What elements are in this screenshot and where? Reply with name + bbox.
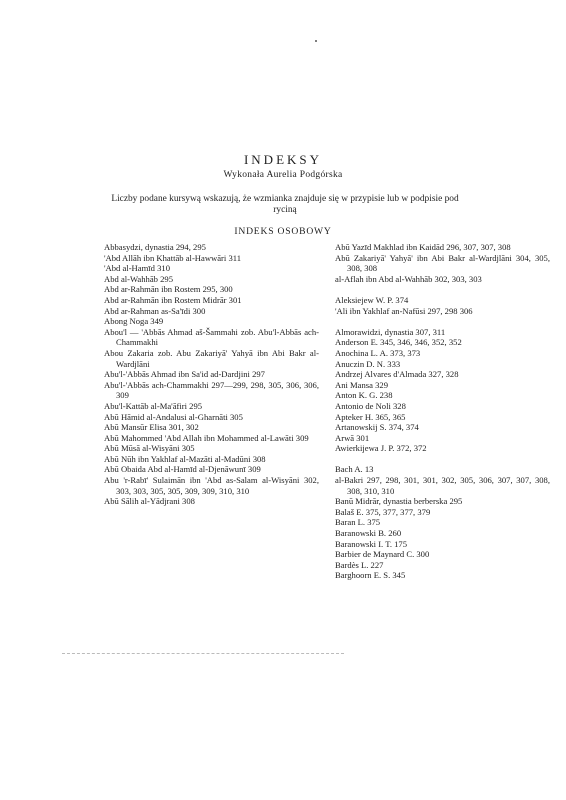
index-entry: Abū Zakariyā' Yahyā' ibn Abi Bakr al-Wardjlāni 304, 305, 308, 308 bbox=[335, 252, 550, 274]
index-entry: Baran L. 375 bbox=[335, 517, 381, 528]
index-entry: Banū Midrār, dynastia berberska 295 bbox=[335, 496, 463, 507]
compiler-credit: Wykonała Aurelia Podgórska bbox=[223, 170, 343, 180]
index-entry: Abu'l-'Abbās ach-Chammakhi 297—299, 298, 305, 306, 306, 309 bbox=[104, 379, 319, 401]
index-entry: Abd al-Wahhāb 295 bbox=[104, 273, 173, 284]
index-entry: Bach A. 13 bbox=[335, 464, 374, 475]
index-entry: Abou Zakaria zob. Abu Zakariyā' Yahyā ibn Abi Bakr al-Wardjlāni bbox=[104, 347, 319, 369]
index-column-left bbox=[104, 242, 319, 507]
index-entry: Abū Hāmid al-Andalusi al-Gharnāti 305 bbox=[104, 411, 243, 422]
index-entry: Abū Mahommed 'Abd Allah ibn Mohammed al-Lawāti 309 bbox=[104, 432, 309, 443]
index-entry: Ani Mansa 329 bbox=[335, 379, 388, 390]
italic-numbers-note: Liczby podane kursywą wskazują, że wzmianka znajduje się w przypisie lub w podpisie pod ryciną bbox=[111, 194, 459, 215]
index-column-right bbox=[335, 242, 550, 581]
index-entry: al-Bakri 297, 298, 301, 301, 302, 305, 306, 307, 307, 308, 308, 310, 310 bbox=[335, 475, 550, 496]
index-entry: Abū Yazīd Makhlad ibn Kaidād 296, 307, 307, 308 bbox=[335, 242, 511, 252]
index-entry: 'Abd al-Hamīd 310 bbox=[104, 263, 170, 274]
scan-artifact-line bbox=[62, 653, 344, 654]
index-entry: Awierkijewa J. P. 372, 372 bbox=[335, 443, 427, 454]
index-entry: Abū Mansūr Elisa 301, 302 bbox=[104, 422, 199, 433]
scan-speck bbox=[315, 40, 317, 42]
index-entry: Baranowski I. T. 175 bbox=[335, 538, 408, 549]
index-entry: Abū Sālih al-Yādjrani 308 bbox=[104, 496, 195, 507]
index-entry: 'Abd Allāh ibn Khattāb al-Hawwāri 311 bbox=[104, 252, 242, 263]
index-entry: Abd ar-Rahmān ibn Rostem 295, 300 bbox=[104, 284, 233, 295]
index-entry: Barbier de Maynard C. 300 bbox=[335, 549, 430, 560]
index-entry: Baranowski B. 260 bbox=[335, 528, 402, 539]
index-entry: Aleksiejew W. P. 374 bbox=[335, 294, 409, 305]
index-entry: Abū Obaida Abd al-Hamīd al-Djenāwunī 309 bbox=[104, 464, 261, 475]
index-entry: Abū Mūsā al-Wisyāni 305 bbox=[104, 443, 195, 454]
index-entry: Abou'l — 'Abbās Ahmad aš-Šammahi zob. Abu'l-Abbās ach-Chammakhi bbox=[104, 326, 319, 348]
index-entry: Andrzej Alvares d'Almada 327, 328 bbox=[335, 369, 459, 380]
index-entry: 'Ali ibn Yakhlaf an-Nafūsi 297, 298 306 bbox=[335, 305, 473, 316]
index-entry: Balaš E. 375, 377, 377, 379 bbox=[335, 506, 431, 517]
index-entry: Arwā 301 bbox=[335, 432, 370, 443]
index-entry: Barghoorn E. S. 345 bbox=[335, 570, 406, 581]
page-title: INDEKSY bbox=[243, 152, 323, 167]
index-entry: Abbasydzi, dynastia 294, 295 bbox=[104, 242, 206, 252]
index-entry: Abd ar-Rahmān ibn Rostem Midrār 301 bbox=[104, 294, 242, 305]
index-entry: Anochina L. A. 373, 373 bbox=[335, 347, 421, 358]
index-entry: Abu'l-Kattāb al-Ma'āfiri 295 bbox=[104, 400, 203, 411]
index-entry: Anton K. G. 238 bbox=[335, 390, 393, 401]
index-entry: Anuczin D. N. 333 bbox=[335, 358, 401, 369]
index-entry: Abu'l-'Abbās Ahmad ibn Sa'id ad-Dardjini 297 bbox=[104, 369, 265, 380]
index-entry: Almorawidzi, dynastia 307, 311 bbox=[335, 326, 446, 337]
index-entry: Abd ar-Rahman as-Sa'īdi 300 bbox=[104, 305, 206, 316]
index-entry: Artanowskij S. 374, 374 bbox=[335, 422, 419, 433]
index-entry: Antonio de Noli 328 bbox=[335, 400, 406, 411]
index-entry: Abong Noga 349 bbox=[104, 316, 164, 327]
index-entry: Abū Nūh ibn Yakhlaf al-Mazāti al-Madūni 308 bbox=[104, 453, 266, 464]
index-entry: Abu 'r-Rabī' Sulaimān ibn 'Abd as-Salam al-Wisyāni 302, 303, 303, 305, 305, 309, 309, 310, 310 bbox=[104, 475, 319, 496]
index-entry: al-Aflah ibn Abd al-Wahhāb 302, 303, 303 bbox=[335, 273, 482, 284]
index-entry: Apteker H. 365, 365 bbox=[335, 411, 406, 422]
index-entry: Bardès L. 227 bbox=[335, 559, 384, 570]
section-heading: INDEKS OSOBOWY bbox=[234, 226, 332, 237]
index-entry: Anderson E. 345, 346, 346, 352, 352 bbox=[335, 337, 462, 348]
